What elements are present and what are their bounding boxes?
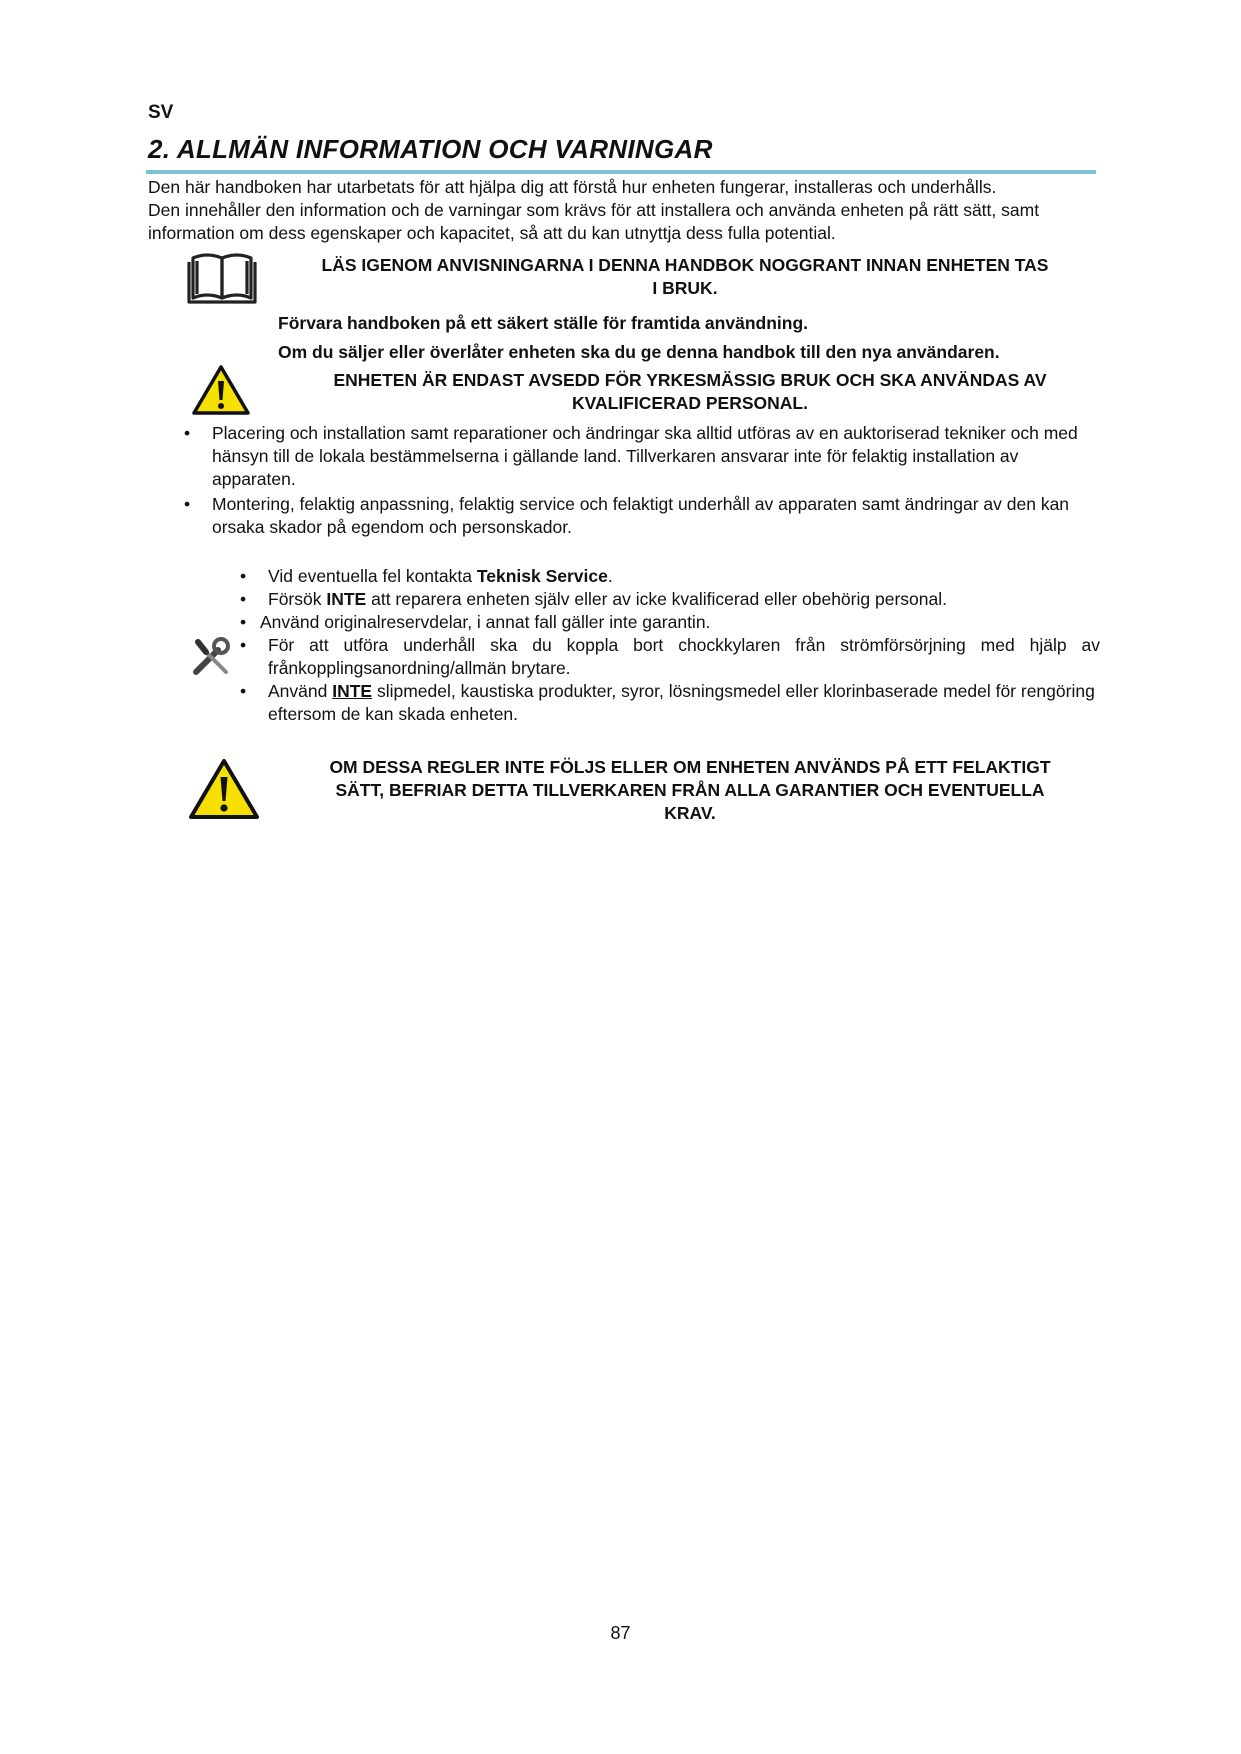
warning-triangle-icon (191, 364, 251, 416)
repair-text-post: att reparera enheten själv eller av icke kvalificerad eller obehörig personal. (366, 589, 947, 609)
list-item-text: Montering, felaktig anpassning, felaktig service och felaktigt underhåll av apparaten samt ändringar av den kan orsaka skador på egendom och personskador. (212, 494, 1070, 537)
cleaning-text-post: slipmedel, kaustiska produkter, syror, lösningsmedel eller klorinbaserade medel för rengöring eftersom de kan skada enheten. (268, 681, 1095, 724)
read-heading-line-1: LÄS IGENOM ANVISNINGARNA I DENNA HANDBOK NOGGRANT INNAN ENHETEN TAS (321, 255, 1049, 275)
liability-warning-line-2: SÄTT, BEFRIAR DETTA TILLVERKAREN FRÅN ALLA GARANTIER OCH EVENTUELLA (335, 780, 1045, 800)
bullet-dot: • (240, 566, 247, 586)
not-emphasis-underlined: INTE (332, 681, 373, 701)
intro-paragraph-2: Den innehåller den information och de varningar som krävs för att installera och använda enheten på rätt sätt, samt information om dess egenskaper och kapacitet, så att du kan utnyttja dess fulla potential. (148, 200, 1040, 243)
keep-manual-text: Förvara handboken på ett säkert ställe för framtida användning. (278, 313, 808, 333)
technical-service-label: Teknisk Service (476, 566, 608, 586)
list-item (240, 611, 1100, 634)
list-item (240, 680, 1100, 726)
service-text-post: . (607, 566, 613, 586)
page-number: 87 (610, 1623, 631, 1643)
list-item (240, 634, 1100, 680)
liability-warning-line-3: KRAV. (664, 803, 716, 823)
liability-warning-line-1: OM DESSA REGLER INTE FÖLJS ELLER OM ENHETEN ANVÄNDS PÅ ETT FELAKTIGT (329, 757, 1051, 777)
list-item-text: Placering och installation samt reparationer och ändringar ska alltid utföras av en auktoriserad tekniker och med hänsyn till de lokala bestämmelserna i gällande land. Tillverkaren ansvarar inte för felaktig installation av apparaten. (212, 423, 1078, 489)
list-item (184, 422, 1100, 491)
language-code: SV (148, 102, 174, 123)
intro-paragraph-1: Den här handboken har utarbetats för att hjälpa dig att förstå hur enheten fungerar, installeras och underhålls. (148, 177, 997, 197)
not-emphasis: INTE (326, 589, 367, 609)
installation-bullets (184, 422, 1100, 539)
list-item (184, 493, 1100, 539)
bullet-dot: • (184, 423, 191, 443)
professional-use-warning (280, 369, 1100, 415)
list-item (240, 565, 1100, 588)
service-text-pre: Vid eventuella fel kontakta (268, 566, 477, 586)
professional-warning-line-2: KVALIFICERAD PERSONAL. (572, 393, 808, 413)
sell-manual-text: Om du säljer eller överlåter enheten ska du ge denna handbok till den nya användaren. (278, 342, 1000, 362)
professional-warning-line-1: ENHETEN ÄR ENDAST AVSEDD FÖR YRKESMÄSSIG BRUK OCH SKA ANVÄNDAS AV (333, 370, 1047, 390)
liability-warning (280, 756, 1100, 825)
cleaning-text-pre: Använd (268, 681, 333, 701)
read-instructions-heading (270, 254, 1100, 300)
bullet-dot: • (240, 589, 247, 609)
bullet-dot: • (240, 612, 247, 632)
bullet-dot: • (240, 635, 247, 655)
spare-parts-text: Använd originalreservdelar, i annat fall gäller inte garantin. (260, 612, 711, 632)
tools-icon (190, 636, 232, 678)
warning-triangle-icon (187, 757, 261, 821)
bullet-dot: • (184, 494, 191, 514)
intro-text (148, 176, 1098, 245)
title-underline (146, 170, 1096, 174)
manual-book-icon (187, 252, 257, 306)
list-item (240, 588, 1100, 611)
read-heading-line-2: I BRUK. (652, 278, 718, 298)
section-title: 2. ALLMÄN INFORMATION OCH VARNINGAR (148, 134, 713, 164)
disconnect-text: För att utföra underhåll ska du koppla bort chockkylaren från strömförsörjning med hjälp av frånkopplingsanordning/allmän brytare. (268, 635, 1100, 678)
repair-text-pre: Försök (268, 589, 327, 609)
bullet-dot: • (240, 681, 247, 701)
service-bullets (240, 565, 1100, 726)
